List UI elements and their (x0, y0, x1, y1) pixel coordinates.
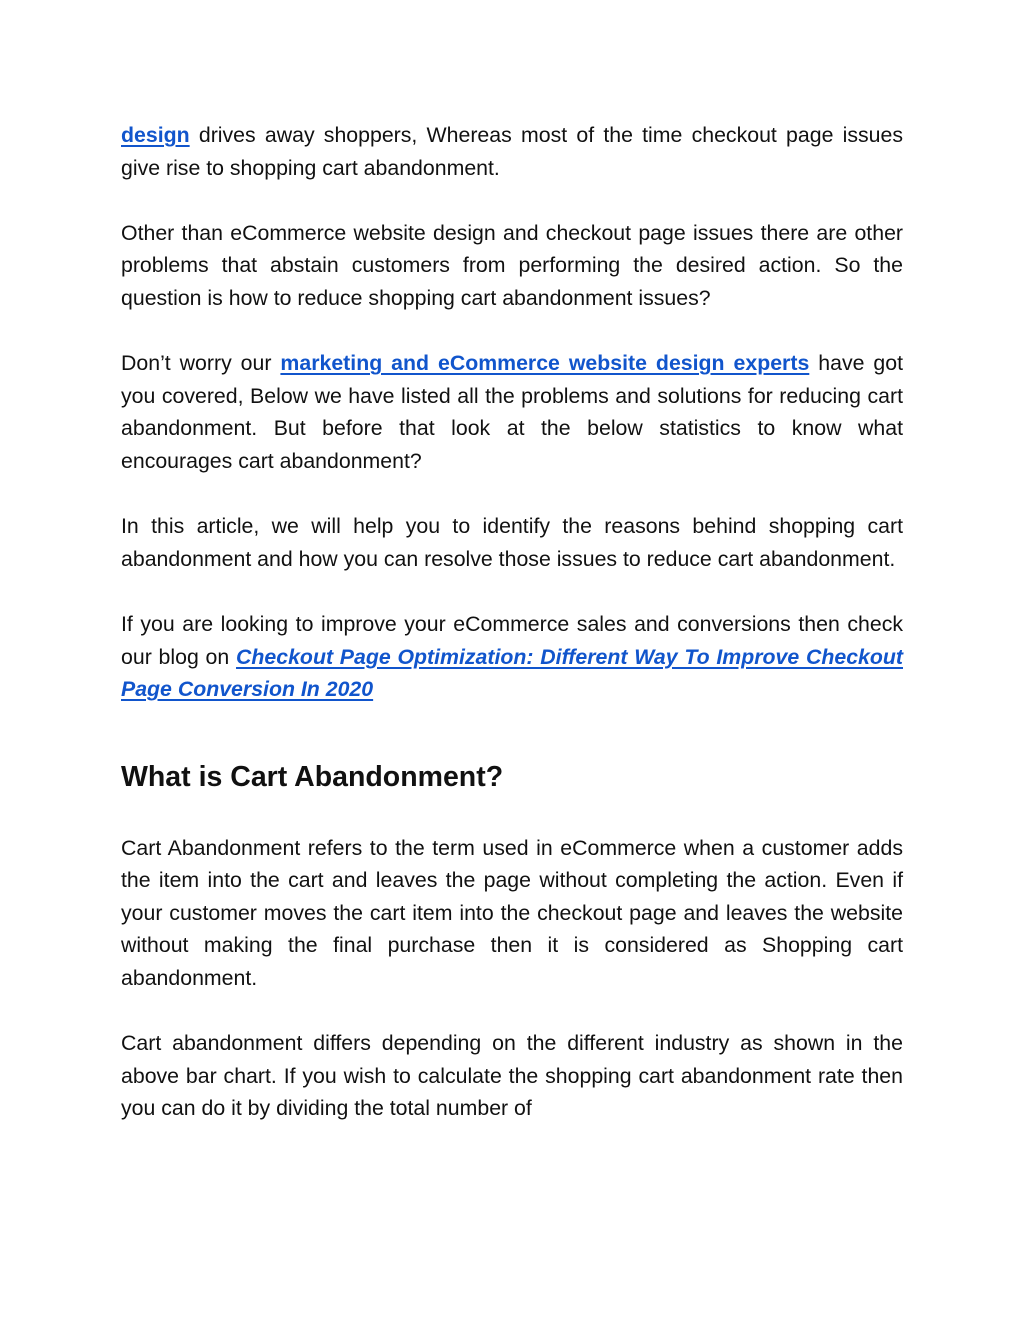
paragraph-blog (121, 608, 903, 706)
experts-link[interactable]: marketing and eCommerce website design experts (280, 351, 810, 376)
paragraph-definition-text: Cart Abandonment refers to the term used in eCommerce when a customer adds the item into the cart and leaves the page without completing the action. Even if your customer moves the cart item into the checkout page and leaves the website without making the final purchase then it is considered as Shopping cart abandonment. (121, 835, 903, 991)
paragraph-experts-post: have got you covered, Below we have listed all the problems and solutions for reducing cart abandonment. But before that look at the below statistics to know what encourages cart abandonment? (121, 351, 903, 473)
paragraph-other-problems-text: Other than eCommerce website design and checkout page issues there are other problems that abstain customers from performing the desired action. So the question is how to reduce shopping cart abandonment issues? (121, 220, 903, 310)
paragraph-experts-pre: Don’t worry our (121, 351, 281, 376)
paragraph-definition (121, 832, 903, 995)
paragraph-experts (121, 347, 903, 477)
paragraph-article-text: In this article, we will help you to identify the reasons behind shopping cart abandonment and how you can resolve those issues to reduce cart abandonment. (121, 514, 903, 571)
paragraph-other-problems (121, 217, 903, 315)
paragraph-intro (121, 119, 903, 184)
paragraph-intro-text: drives away shoppers, Whereas most of the time checkout page issues give rise to shopping cart abandonment. (121, 123, 903, 180)
paragraph-rate (121, 1027, 903, 1125)
section-heading: What is Cart Abandonment? (121, 760, 504, 793)
design-link[interactable]: design (121, 123, 190, 147)
checkout-optimization-link[interactable]: Checkout Page Optimization: Different Way To Improve Checkout Page Conversion In 2020 (121, 644, 903, 702)
document-page (121, 119, 903, 1158)
paragraph-blog-pre: If you are looking to improve your eCommerce sales and conversions then check our blog on (121, 611, 903, 669)
paragraph-rate-text: Cart abandonment differs depending on the different industry as shown in the above bar chart. If you wish to calculate the shopping cart abandonment rate then you can do it by dividing the total number of (121, 1031, 903, 1121)
paragraph-article (121, 510, 903, 575)
